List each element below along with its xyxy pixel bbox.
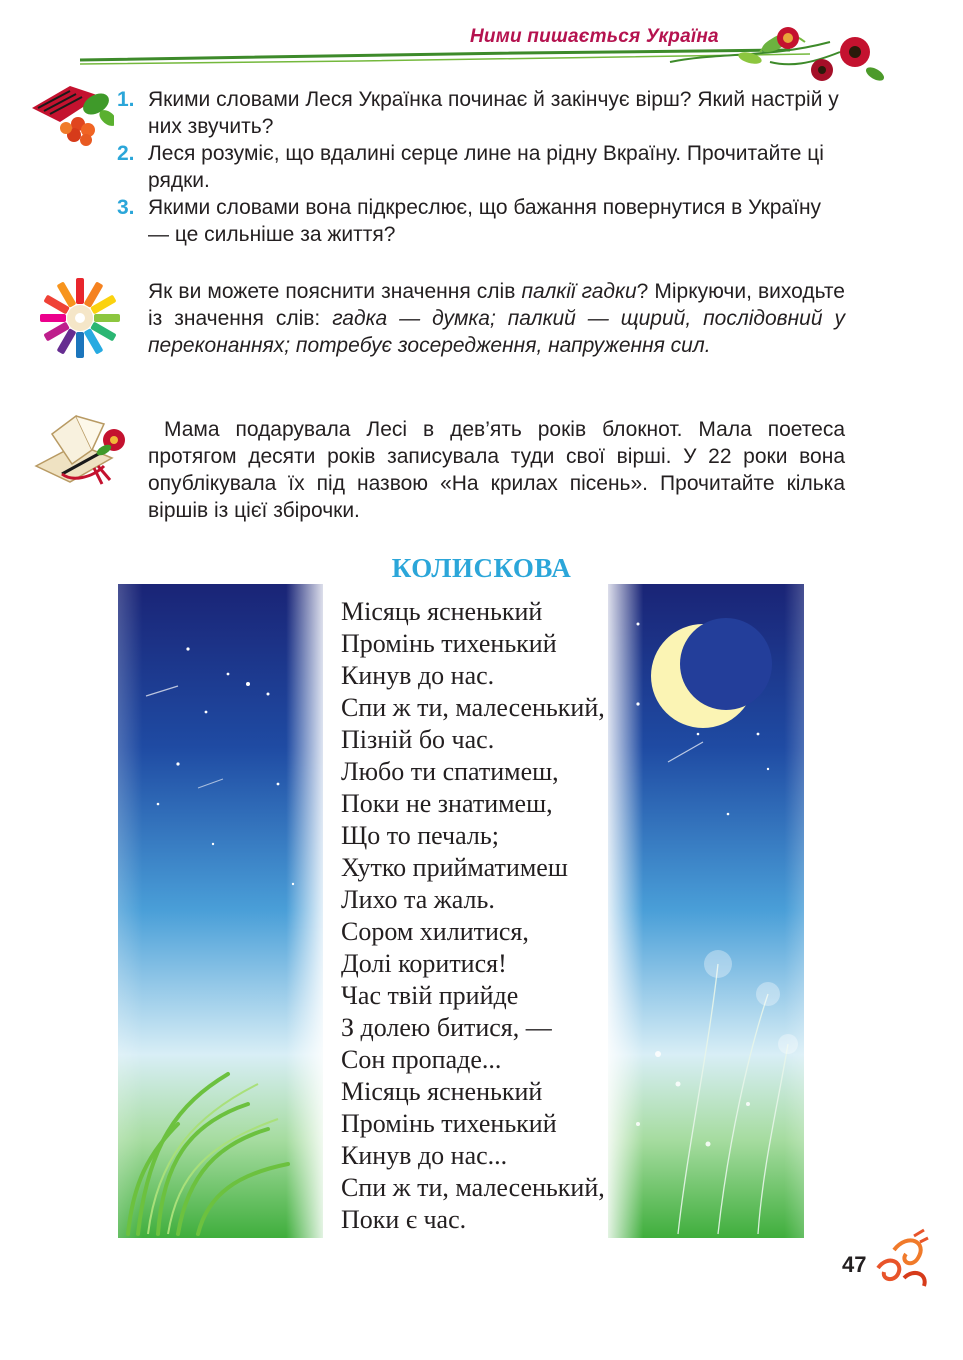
task-text: ? Міркуючи, виходьте із значення слів: — [148, 280, 845, 330]
poem-line: Що то печаль; — [341, 821, 499, 850]
question-text: Якими словами Леся Українка починає й закінчує вірш? Який настрій у них звучить? — [148, 88, 839, 138]
pencils-wheel-icon — [38, 276, 122, 360]
poem-line: Лихо та жаль. — [341, 885, 495, 914]
list-item — [117, 194, 845, 248]
page-ornament-icon — [874, 1228, 930, 1292]
poem-lines — [341, 596, 671, 1236]
poem-line: Час твій прийде — [341, 981, 519, 1010]
poem-line: Промінь тихенький — [341, 629, 557, 658]
word-meaning-task — [148, 278, 845, 359]
book-flower-icon — [32, 404, 130, 488]
poem-line: Спи ж ти, малесенький, — [341, 693, 605, 722]
header-title: Ними пишається Україна — [470, 26, 719, 47]
question-text: Якими словами вона підкреслює, що бажання повернутися в Україну — це сильніше за життя? — [148, 196, 822, 246]
task-italic-term: палкії гадки — [521, 280, 637, 303]
poem-line: Поки не знатимеш, — [341, 789, 553, 818]
poem-title: КОЛИСКОВА — [391, 553, 572, 583]
poem-line: Долі коритися! — [341, 949, 507, 978]
poem-line: Місяць ясненький — [341, 597, 543, 626]
notebook-story — [148, 416, 845, 524]
page-number: 47 — [842, 1252, 867, 1277]
poem-line: Сон пропаде... — [341, 1045, 502, 1074]
questions-list — [117, 86, 845, 248]
question-text: Леся розуміє, що вдалині серце лине на рідну Вкраїну. Прочитайте ці рядки. — [148, 142, 824, 192]
poem-line: Кинув до нас. — [341, 661, 495, 690]
poem-line: Місяць ясненький — [341, 1077, 543, 1106]
question-number: 2. — [117, 142, 135, 165]
story-text: Мама подарувала Лесі в дев’ять років блокнот. Мала поетеса протягом десяти років записувала туди свої вірші. У 22 роки вона опублікувала їх під назвою «На крилах пісень». Прочитайте кілька віршів із цієї збірочки. — [148, 418, 845, 522]
task-text: Як ви можете пояснити значення слів — [148, 280, 522, 303]
poem-line: Поки є час. — [341, 1205, 467, 1234]
question-number: 3. — [117, 196, 135, 219]
task-italic-definitions: гадка — думка; палкий — щирий, послідовний у переконаннях; потребує зосередження, напруження сил. — [148, 307, 845, 357]
poem-line: Любо ти спатимеш, — [341, 757, 559, 786]
poem-line: Хутко прийматимеш — [341, 853, 568, 882]
poem-line: Спи ж ти, малесенький, — [341, 1173, 605, 1202]
poem-line: З долею битися, — — [341, 1013, 552, 1042]
list-item — [117, 140, 845, 194]
rowan-embroidery-icon — [30, 78, 114, 148]
poem-line: Кинув до нас... — [341, 1141, 508, 1170]
question-number: 1. — [117, 88, 135, 111]
poem-line: Пізній бо час. — [341, 725, 495, 754]
list-item — [117, 86, 845, 140]
poem-line: Промінь тихенький — [341, 1109, 557, 1138]
poem-line: Сором хилитися, — [341, 917, 529, 946]
